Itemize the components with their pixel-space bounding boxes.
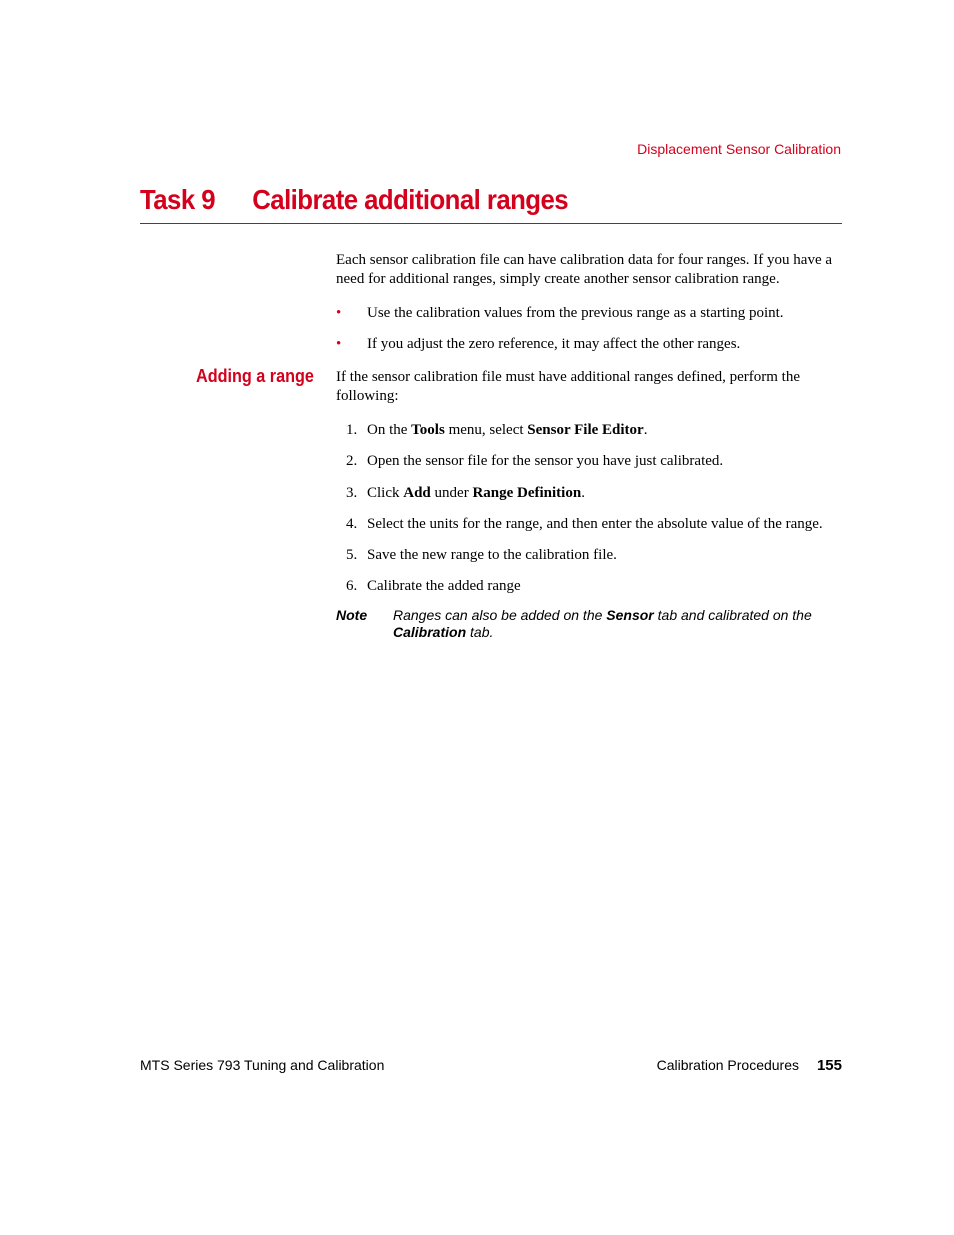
step-text: Open the sensor file for the sensor you have just calibrated.	[367, 453, 724, 469]
bullet-text: If you adjust the zero reference, it may affect the other ranges.	[367, 336, 741, 352]
note-label: Note	[336, 607, 368, 623]
step-text: Select the units for the range, and then enter the absolute value of the range.	[367, 516, 823, 532]
step-number: 3.	[346, 485, 358, 501]
step-number: 6.	[346, 578, 358, 594]
bullet-text: Use the calibration values from the previous range as a starting point.	[367, 305, 784, 321]
page-number: 155	[816, 1057, 842, 1074]
section-heading: Adding a range	[196, 366, 314, 386]
group-name: Range Definition	[472, 485, 582, 501]
bullet-icon: •	[336, 305, 342, 321]
task-heading	[140, 184, 568, 216]
footer-chapter: Calibration Procedures	[656, 1057, 799, 1073]
menu-name: Tools	[411, 422, 445, 438]
tab-name: Sensor	[606, 607, 654, 623]
bullet-icon: •	[336, 336, 342, 352]
task-number: Task 9	[140, 184, 215, 215]
step-text: Click Add under Range Definition.	[367, 485, 585, 501]
step-text: Save the new range to the calibration file.	[367, 547, 617, 563]
step-text: On the Tools menu, select Sensor File Editor.	[367, 422, 648, 438]
task-title: Calibrate additional ranges	[252, 184, 569, 215]
heading-rule	[140, 223, 842, 224]
menu-item-name: Sensor File Editor	[527, 422, 644, 438]
step-text: Calibrate the added range	[367, 578, 521, 594]
button-name: Add	[403, 485, 431, 501]
step-number: 5.	[346, 547, 358, 563]
tab-name: Calibration	[393, 624, 467, 640]
footer-book-title: MTS Series 793 Tuning and Calibration	[140, 1057, 385, 1073]
intro-paragraph: Each sensor calibration file can have calibration data for four ranges. If you have a need for additional ranges, simply create another sensor calibration range.	[336, 252, 833, 287]
section-intro: If the sensor calibration file must have additional ranges defined, perform the following:	[336, 369, 801, 404]
note-text: Ranges can also be added on the Sensor tab and calibrated on the Calibration tab.	[393, 607, 812, 640]
running-head: Displacement Sensor Calibration	[637, 141, 841, 157]
step-number: 4.	[346, 516, 358, 532]
step-number: 2.	[346, 453, 358, 469]
step-number: 1.	[346, 422, 358, 438]
